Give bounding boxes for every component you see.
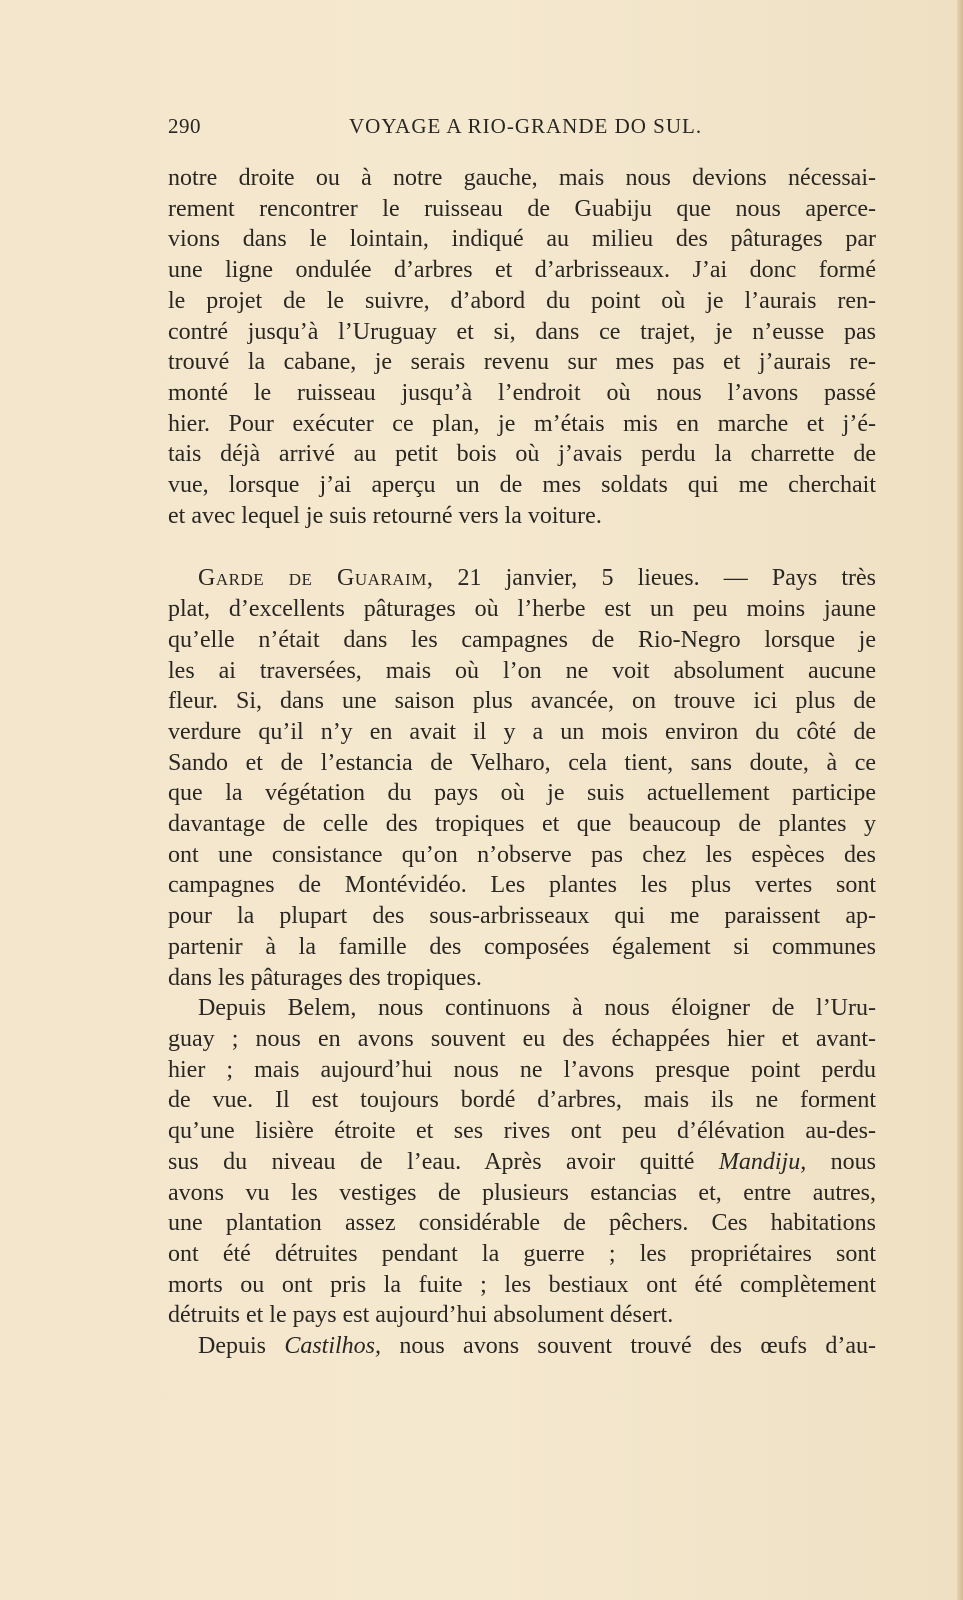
text-line: pour la plupart des sous-arbrisseaux qui me paraissent ap- xyxy=(168,903,876,930)
text-line: plat, d’excellents pâturages où l’herbe est un peu moins jaune xyxy=(168,596,876,623)
text-line: dans les pâturages des tropiques. xyxy=(168,964,482,991)
text-segment: nous xyxy=(806,1148,876,1175)
text-line: ont été détruites pendant la guerre ; les propriétaires sont xyxy=(168,1240,876,1267)
text-line: ont une consistance qu’on n’observe pas chez les espèces des xyxy=(168,841,876,868)
page-edge xyxy=(957,0,963,1600)
text-line: campagnes de Montévidéo. Les plantes les plus vertes sont xyxy=(168,872,876,899)
paragraph-2 xyxy=(168,563,876,993)
text-line: les ai traversées, mais où l’on ne voit absolument aucune xyxy=(168,657,876,684)
text-line: davantage de celle des tropiques et que beaucoup de plantes y xyxy=(168,811,876,838)
running-title: VOYAGE A RIO-GRANDE DO SUL. xyxy=(349,114,703,138)
text-line: le projet de le suivre, d’abord du point où je l’aurais ren- xyxy=(168,287,876,314)
paragraph-4 xyxy=(168,1331,876,1362)
text-segment: Depuis xyxy=(198,1333,285,1360)
text-segment: nous avons souvent trouvé des œufs d’au- xyxy=(381,1333,876,1360)
text-line: qu’une lisière étroite et ses rives ont peu d’élévation au-des- xyxy=(168,1118,876,1145)
text-line: une plantation assez considérable de pêchers. Ces habitations xyxy=(168,1210,876,1237)
text-line: rement rencontrer le ruisseau de Guabiju que nous aperce- xyxy=(168,195,876,222)
text-line: morts ou ont pris la fuite ; les bestiaux ont été complètement xyxy=(168,1271,876,1298)
text-line: avons vu les vestiges de plusieurs estancias et, entre autres, xyxy=(168,1179,876,1206)
text-line: détruits et le pays est aujourd’hui absolument désert. xyxy=(168,1302,674,1329)
running-head xyxy=(168,114,874,144)
text-line: tais déjà arrivé au petit bois où j’avais perdu la charrette de xyxy=(168,441,876,468)
text-line: qu’elle n’était dans les campagnes de Rio-Negro lorsque je xyxy=(168,626,876,653)
paragraph-gap xyxy=(168,531,876,563)
text-line: vions dans le lointain, indiqué au milieu des pâturages par xyxy=(168,226,876,253)
text-line: hier. Pour exécuter ce plan, je m’étais mis en marche et j’é- xyxy=(168,410,876,437)
body-text xyxy=(168,163,876,1362)
text-line: que la végétation du pays où je suis actuellement participe xyxy=(168,780,876,807)
text-line: guay ; nous en avons souvent eu des échappées hier et avant- xyxy=(168,1025,876,1052)
place-name-italic: Castilhos, xyxy=(284,1333,382,1360)
place-name-italic: Mandiju, xyxy=(718,1148,807,1175)
text-line: trouvé la cabane, je serais revenu sur mes pas et j’aurais re- xyxy=(168,349,876,376)
paragraph-3 xyxy=(168,993,876,1331)
text-line-with-italic xyxy=(168,1147,876,1178)
text-line-with-italic xyxy=(168,1331,876,1362)
text-line: hier ; mais aujourd’hui nous ne l’avons presque point perdu xyxy=(168,1056,876,1083)
text-line: de vue. Il est toujours bordé d’arbres, mais ils ne forment xyxy=(168,1087,876,1114)
entry-heading-rest: 21 janvier, 5 lieues. — Pays très xyxy=(433,565,876,592)
entry-heading: Garde de Guaraim, xyxy=(198,565,434,592)
entry-heading-line xyxy=(168,563,876,594)
text-line: une ligne ondulée d’arbres et d’arbrisseaux. J’ai donc formé xyxy=(168,257,876,284)
text-line: notre droite ou à notre gauche, mais nous devions nécessai- xyxy=(168,165,876,191)
paragraph-1 xyxy=(168,163,876,531)
text-line: verdure qu’il n’y en avait il y a un mois environ du côté de xyxy=(168,718,876,745)
text-line: Depuis Belem, nous continuons à nous éloigner de l’Uru- xyxy=(198,995,876,1022)
text-line: partenir à la famille des composées également si communes xyxy=(168,933,876,960)
text-line: contré jusqu’à l’Uruguay et si, dans ce trajet, je n’eusse pas xyxy=(168,318,876,345)
text-line: monté le ruisseau jusqu’à l’endroit où nous l’avons passé xyxy=(168,379,876,406)
text-line: et avec lequel je suis retourné vers la voiture. xyxy=(168,502,602,529)
text-line: fleur. Si, dans une saison plus avancée, on trouve ici plus de xyxy=(168,688,876,715)
page-number: 290 xyxy=(168,114,201,138)
text-line: Sando et de l’estancia de Velharo, cela tient, sans doute, à ce xyxy=(168,749,876,776)
text-line: vue, lorsque j’ai aperçu un de mes soldats qui me cherchait xyxy=(168,472,876,499)
text-segment: sus du niveau de l’eau. Après avoir quitté xyxy=(168,1148,719,1175)
